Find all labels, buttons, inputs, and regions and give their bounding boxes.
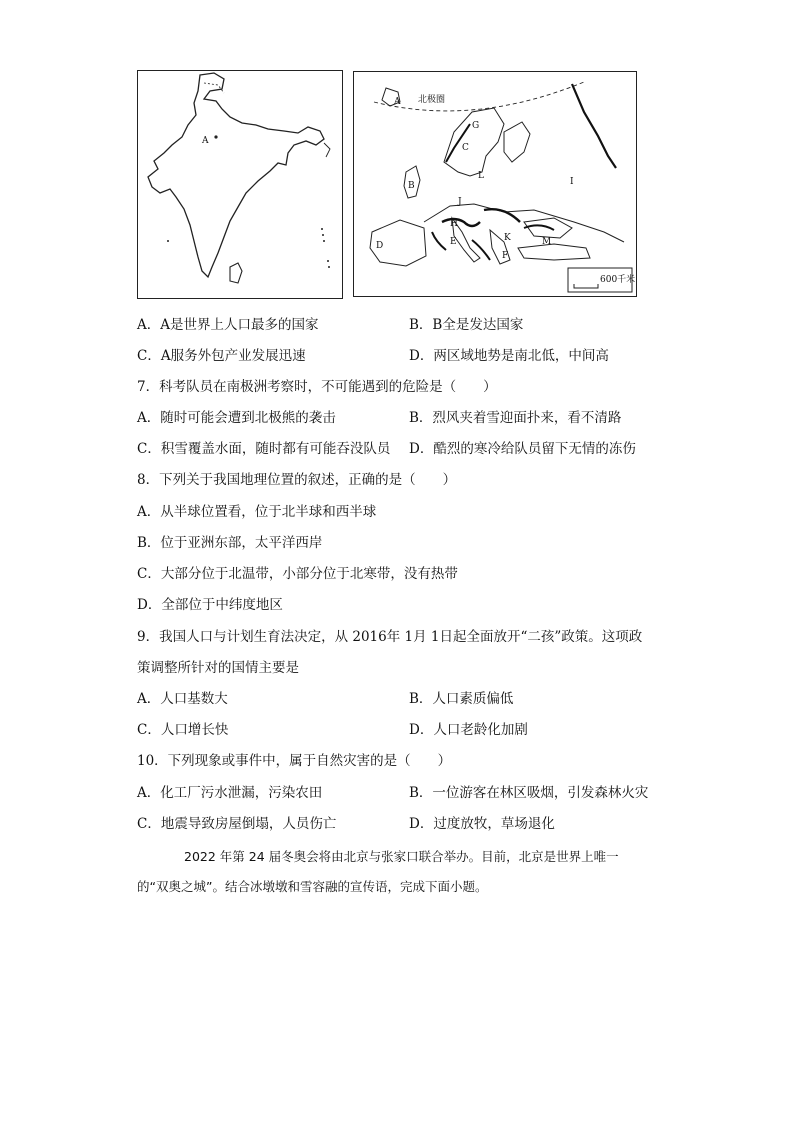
europe-label-l: L bbox=[478, 171, 484, 181]
q7-option-c: C．积雪覆盖水面，随时都有可能吞没队员 bbox=[137, 441, 391, 457]
arctic-circle-label: 北极圈 bbox=[418, 95, 446, 105]
india-outline bbox=[138, 71, 342, 298]
q10-option-a: A．化工厂污水泄漏，污染农田 bbox=[137, 785, 323, 801]
europe-label-c: C bbox=[462, 143, 469, 153]
europe-label-i: I bbox=[570, 177, 574, 187]
q8-option-d: D．全部位于中纬度地区 bbox=[137, 597, 283, 613]
q7-option-a: A．随时可能会遭到北极熊的袭击 bbox=[137, 410, 336, 426]
q10-stem: 10．下列现象或事件中，属于自然灾害的是（ ） bbox=[137, 753, 452, 769]
passage-line2: 的“双奥之城”。结合冰墩墩和雪容融的宣传语，完成下面小题。 bbox=[137, 879, 488, 894]
q6-option-a: A．A是世界上人口最多的国家 bbox=[137, 317, 319, 333]
europe-label-m: M bbox=[542, 237, 552, 247]
europe-label-b: B bbox=[408, 181, 415, 191]
europe-label-h: H bbox=[450, 219, 458, 229]
q6-option-b: B．B全是发达国家 bbox=[409, 317, 524, 333]
europe-outline bbox=[354, 72, 636, 296]
q8-option-b: B．位于亚洲东部，太平洋西岸 bbox=[137, 535, 323, 551]
europe-map bbox=[353, 71, 637, 297]
india-map bbox=[137, 70, 343, 299]
q8-option-c: C．大部分位于北温带，小部分位于北寒带，没有热带 bbox=[137, 566, 458, 582]
europe-label-g: G bbox=[472, 121, 480, 131]
q8-option-a: A．从半球位置看，位于北半球和西半球 bbox=[137, 504, 377, 520]
q10-option-d: D．过度放牧，草场退化 bbox=[409, 816, 555, 832]
europe-label-a: A bbox=[394, 97, 401, 107]
europe-label-k: K bbox=[504, 233, 511, 243]
q6-option-d: D．两区域地势是南北低，中间高 bbox=[409, 348, 609, 364]
q9-stem-line2: 策调整所针对的国情主要是 bbox=[137, 660, 299, 676]
q9-stem-line1: 9．我国人口与计划生育法决定，从 2016年 1月 1日起全面放开“二孩”政策。这项政 bbox=[137, 629, 643, 645]
q7-option-b: B．烈风夹着雪迎面扑来，看不清路 bbox=[409, 410, 622, 426]
europe-label-j: J bbox=[458, 197, 462, 207]
q9-option-c: C．人口增长快 bbox=[137, 722, 229, 738]
q7-stem: 7．科考队员在南极洲考察时，不可能遇到的危险是（ ） bbox=[137, 379, 497, 395]
q8-stem: 8．下列关于我国地理位置的叙述，正确的是（ ） bbox=[137, 472, 457, 488]
q7-option-d: D．酷烈的寒冷给队员留下无情的冻伤 bbox=[409, 441, 636, 457]
q10-option-c: C．地震导致房屋倒塌，人员伤亡 bbox=[137, 816, 337, 832]
europe-label-e: E bbox=[450, 237, 457, 247]
q9-option-a: A．人口基数大 bbox=[137, 691, 228, 707]
q9-option-d: D．人口老龄化加剧 bbox=[409, 722, 528, 738]
q9-option-b: B．人口素质偏低 bbox=[409, 691, 514, 707]
q10-option-b: B．一位游客在林区吸烟，引发森林火灾 bbox=[409, 785, 649, 801]
scale-label: 600千米 bbox=[600, 275, 636, 285]
passage-line1: 2022 年第 24 届冬奥会将由北京与张家口联合举办。目前，北京是世界上唯一 bbox=[184, 849, 619, 864]
india-label-a: A bbox=[202, 136, 209, 146]
europe-label-d: D bbox=[376, 241, 384, 251]
q6-option-c: C．A服务外包产业发展迅速 bbox=[137, 348, 306, 364]
europe-label-f: F bbox=[502, 251, 509, 261]
